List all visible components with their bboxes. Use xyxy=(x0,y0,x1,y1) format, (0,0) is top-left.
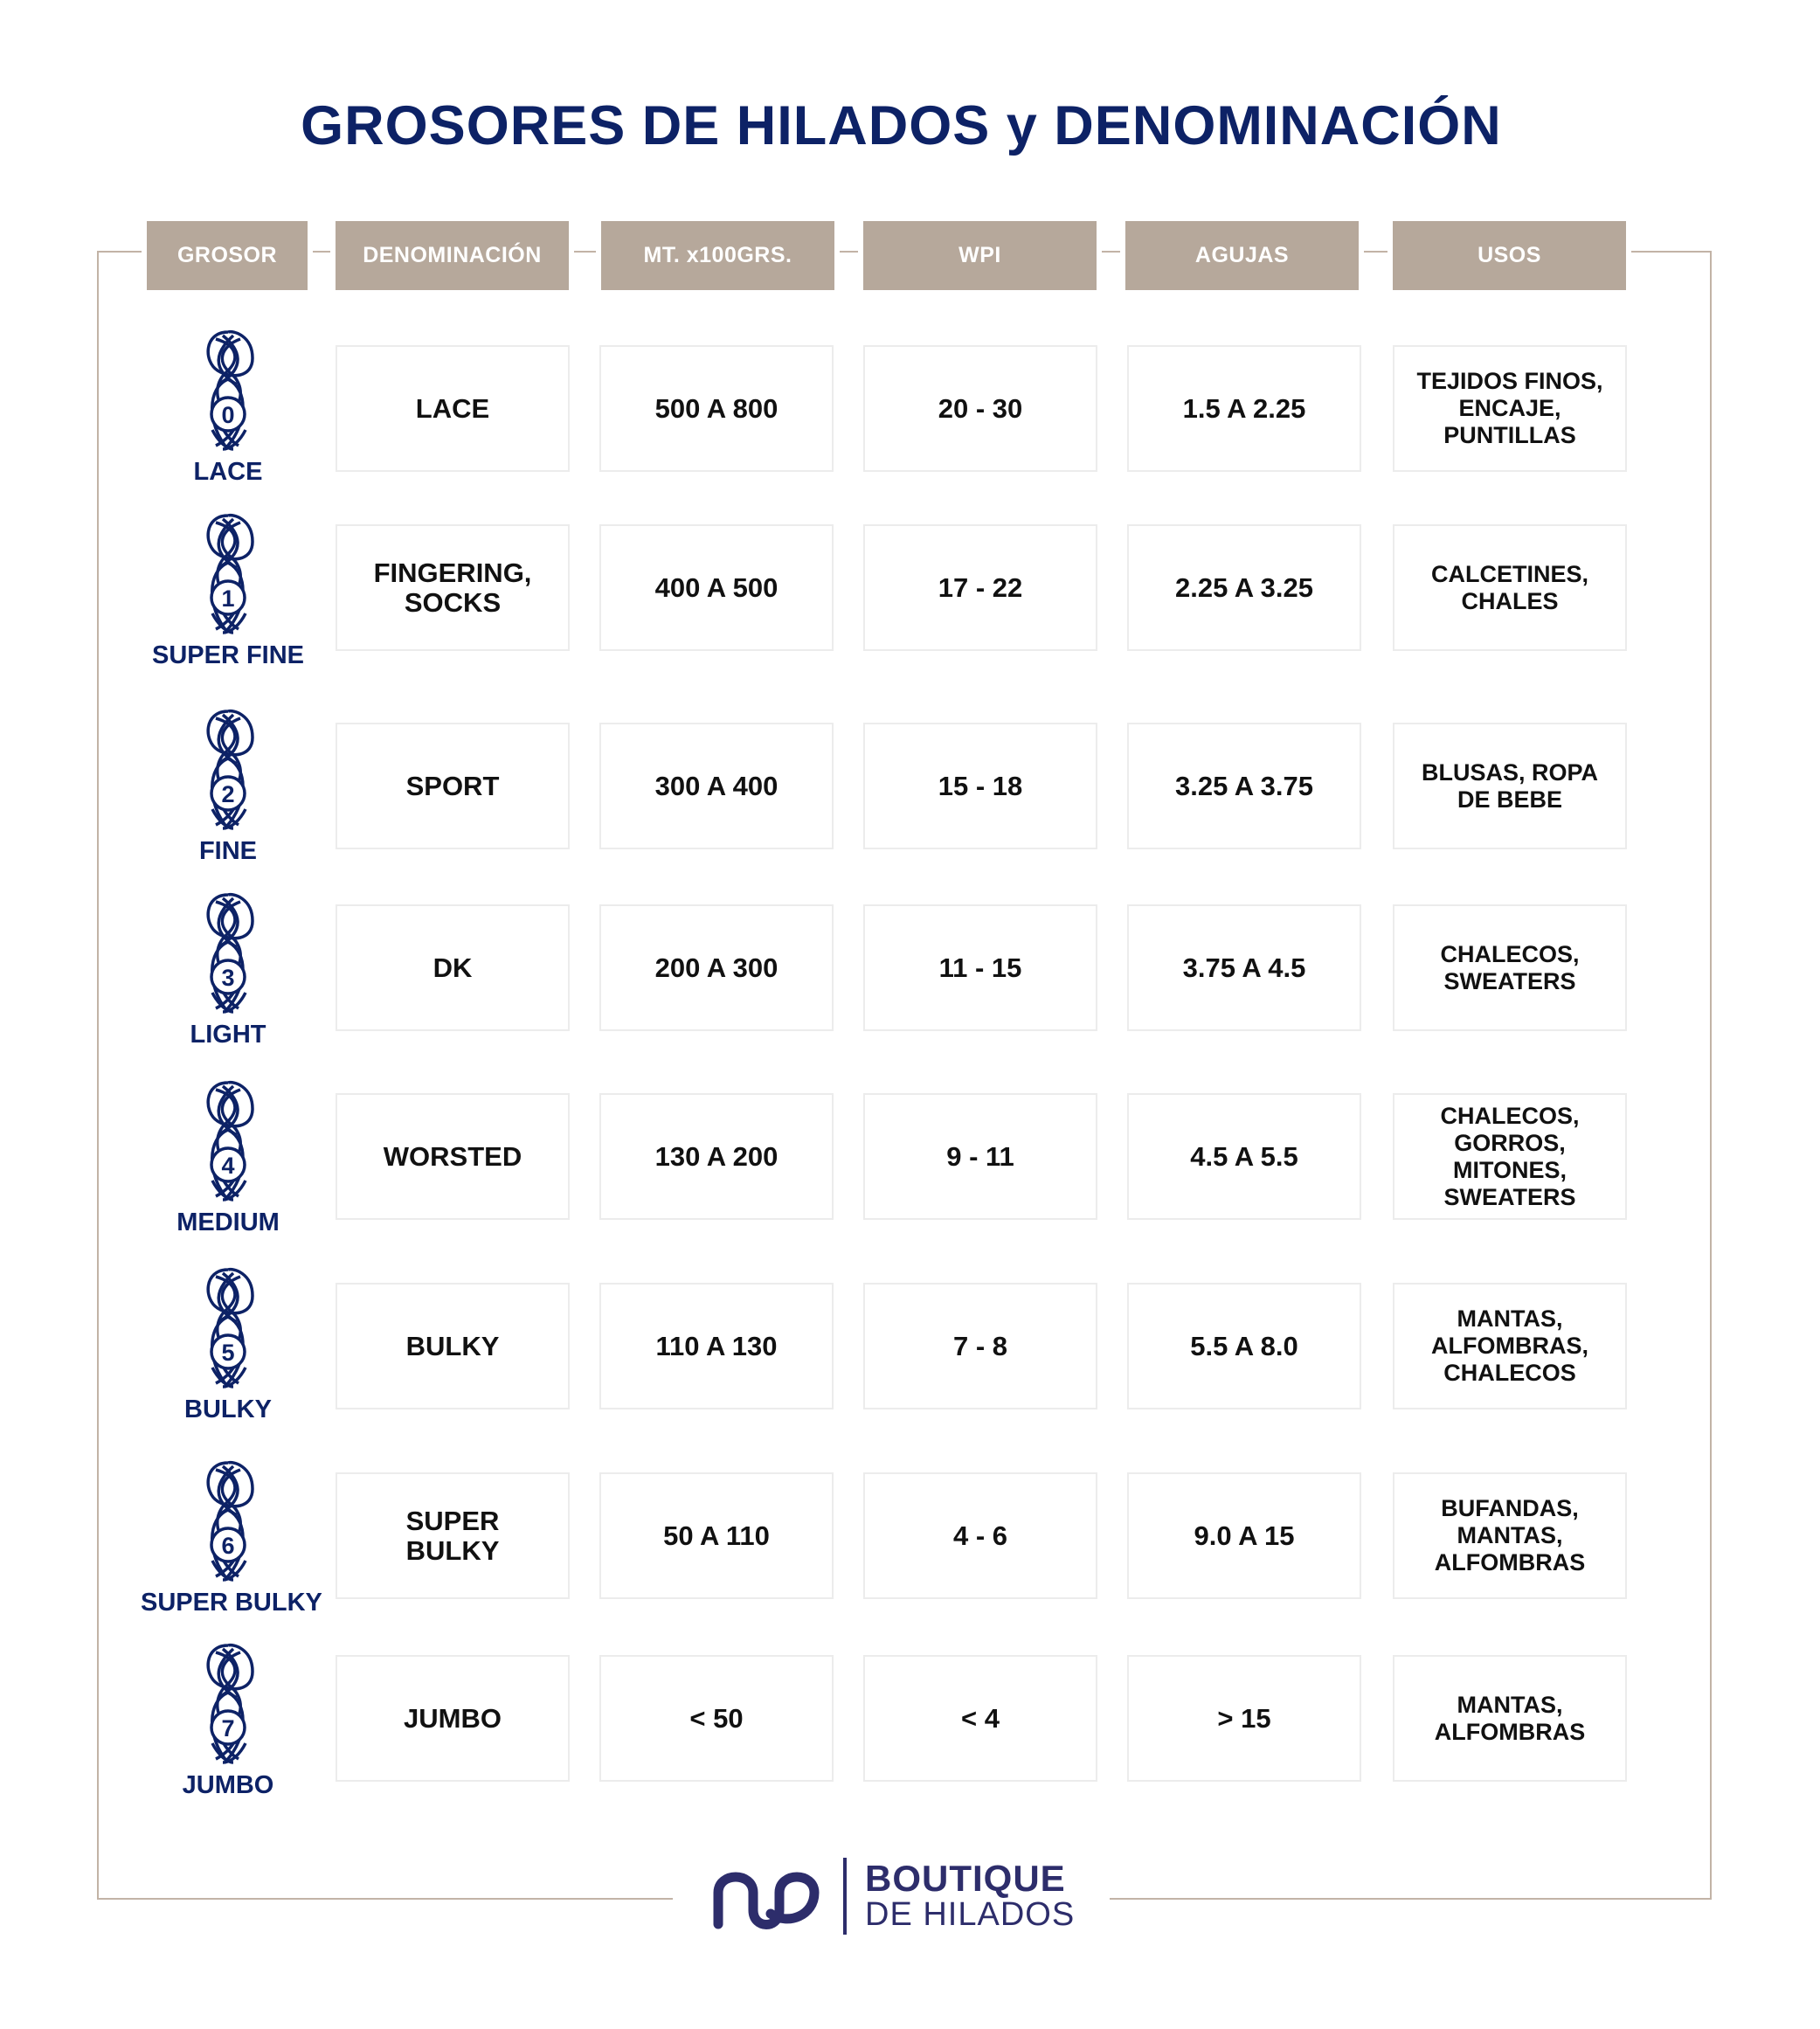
logo-line-2: DE HILADOS xyxy=(865,1896,1076,1933)
column-header: MT. x100GRS. xyxy=(601,221,834,290)
metros-cell: 300 A 400 xyxy=(599,723,834,849)
wpi-cell: 4 - 6 xyxy=(863,1472,1097,1599)
grosor-label: MEDIUM xyxy=(176,1208,280,1236)
svg-text:6: 6 xyxy=(221,1533,235,1559)
wpi-cell: 20 - 30 xyxy=(863,345,1097,472)
grosor-cell xyxy=(141,1458,322,1624)
yarn-skein-icon xyxy=(191,1264,265,1391)
svg-text:4: 4 xyxy=(221,1153,235,1179)
yarn-skein-icon xyxy=(191,1640,265,1767)
wpi-cell: < 4 xyxy=(863,1655,1097,1782)
svg-text:5: 5 xyxy=(221,1340,235,1366)
usos-cell: CALCETINES, CHALES xyxy=(1393,524,1627,651)
grosor-cell xyxy=(141,1640,315,1806)
grosor-cell xyxy=(141,890,315,1056)
logo-divider xyxy=(843,1858,847,1935)
wpi-cell: 17 - 22 xyxy=(863,524,1097,651)
grosor-label: LACE xyxy=(193,458,263,486)
column-header: GROSOR xyxy=(147,221,308,290)
agujas-cell: 5.5 A 8.0 xyxy=(1127,1283,1361,1409)
usos-cell: MANTAS, ALFOMBRAS, CHALECOS xyxy=(1393,1283,1627,1409)
logo-line-1: BOUTIQUE xyxy=(865,1858,1066,1899)
svg-text:1: 1 xyxy=(221,585,235,612)
metros-cell: 130 A 200 xyxy=(599,1093,834,1220)
grosor-label: JUMBO xyxy=(182,1771,274,1799)
grosor-cell xyxy=(141,706,315,872)
wpi-cell: 15 - 18 xyxy=(863,723,1097,849)
denominacion-cell: DK xyxy=(336,904,570,1031)
usos-cell: TEJIDOS FINOS, ENCAJE, PUNTILLAS xyxy=(1393,345,1627,472)
yarn-skein-icon xyxy=(191,890,265,1016)
agujas-cell: 9.0 A 15 xyxy=(1127,1472,1361,1599)
denominacion-cell: JUMBO xyxy=(336,1655,570,1782)
yarn-skein-icon xyxy=(191,327,265,454)
column-header: WPI xyxy=(863,221,1097,290)
agujas-cell: 3.25 A 3.75 xyxy=(1127,723,1361,849)
denominacion-cell: BULKY xyxy=(336,1283,570,1409)
grosor-label: LIGHT xyxy=(190,1021,266,1049)
column-header: DENOMINACIÓN xyxy=(336,221,569,290)
svg-text:2: 2 xyxy=(221,781,235,807)
grosor-label: BULKY xyxy=(184,1395,272,1423)
grosor-cell xyxy=(141,510,315,676)
metros-cell: 500 A 800 xyxy=(599,345,834,472)
wpi-cell: 7 - 8 xyxy=(863,1283,1097,1409)
metros-cell: 110 A 130 xyxy=(599,1283,834,1409)
grosor-label: FINE xyxy=(198,837,258,865)
yarn-skein-icon xyxy=(191,706,265,833)
agujas-cell: 4.5 A 5.5 xyxy=(1127,1093,1361,1220)
svg-text:7: 7 xyxy=(221,1715,235,1742)
denominacion-cell: SUPER BULKY xyxy=(336,1472,570,1599)
grosor-cell xyxy=(141,327,315,493)
column-header: AGUJAS xyxy=(1125,221,1359,290)
agujas-cell: 1.5 A 2.25 xyxy=(1127,345,1361,472)
svg-text:0: 0 xyxy=(221,402,235,428)
denominacion-cell: SPORT xyxy=(336,723,570,849)
usos-cell: CHALECOS, SWEATERS xyxy=(1393,904,1627,1031)
metros-cell: < 50 xyxy=(599,1655,834,1782)
logo-knot-icon xyxy=(708,1852,830,1940)
yarn-skein-icon xyxy=(191,1458,265,1584)
denominacion-cell: WORSTED xyxy=(336,1093,570,1220)
grosor-cell xyxy=(141,1077,315,1243)
wpi-cell: 9 - 11 xyxy=(863,1093,1097,1220)
metros-cell: 400 A 500 xyxy=(599,524,834,651)
wpi-cell: 11 - 15 xyxy=(863,904,1097,1031)
grosor-cell xyxy=(141,1264,315,1430)
agujas-cell: 3.75 A 4.5 xyxy=(1127,904,1361,1031)
yarn-skein-icon xyxy=(191,1077,265,1204)
usos-cell: BLUSAS, ROPA DE BEBE xyxy=(1393,723,1627,849)
usos-cell: BUFANDAS, MANTAS, ALFOMBRAS xyxy=(1393,1472,1627,1599)
grosor-label: SUPER BULKY xyxy=(141,1589,322,1617)
metros-cell: 50 A 110 xyxy=(599,1472,834,1599)
agujas-cell: 2.25 A 3.25 xyxy=(1127,524,1361,651)
table-frame xyxy=(97,251,1712,1900)
yarn-skein-icon xyxy=(191,510,265,637)
denominacion-cell: FINGERING, SOCKS xyxy=(336,524,570,651)
brand-logo xyxy=(708,1852,1092,1940)
svg-text:3: 3 xyxy=(221,965,235,991)
usos-cell: CHALECOS, GORROS, MITONES, SWEATERS xyxy=(1393,1093,1627,1220)
agujas-cell: > 15 xyxy=(1127,1655,1361,1782)
page-title: GROSORES DE HILADOS y DENOMINACIÓN xyxy=(301,95,1502,156)
grosor-label: SUPER FINE xyxy=(151,641,305,669)
column-header: USOS xyxy=(1393,221,1626,290)
denominacion-cell: LACE xyxy=(336,345,570,472)
usos-cell: MANTAS, ALFOMBRAS xyxy=(1393,1655,1627,1782)
metros-cell: 200 A 300 xyxy=(599,904,834,1031)
